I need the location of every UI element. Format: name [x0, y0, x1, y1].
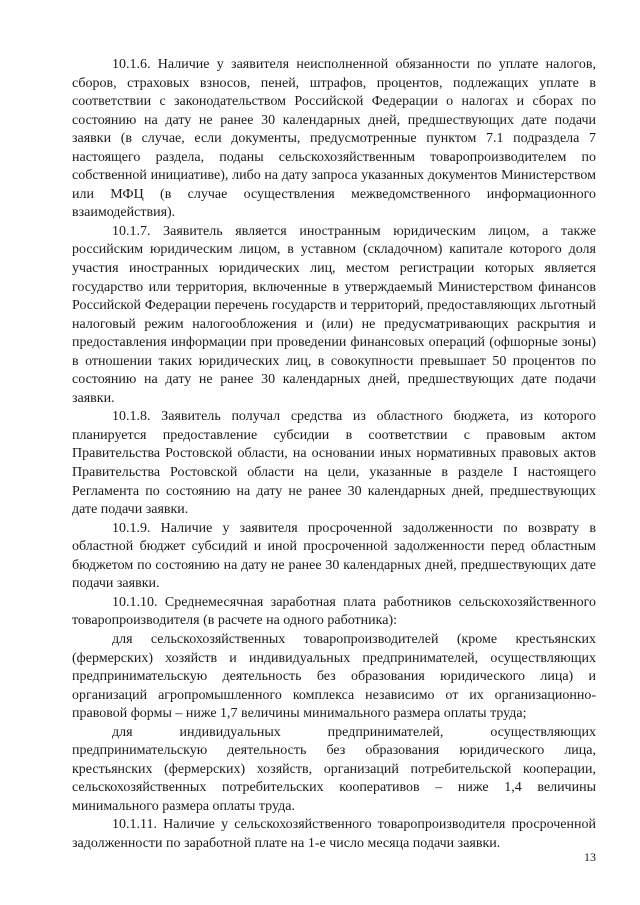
paragraph-10-1-9: 10.1.9. Наличие у заявителя просроченной задолженности по возврату в областной бюджет субсидий и иной просроченной задолженности перед областным бюджетом по состоянию на дату не ранее 30 календарных дней, предшествующих дате подачи заявки. — [72, 520, 596, 592]
page-number: 13 — [584, 850, 596, 864]
paragraph-10-1-7: 10.1.7. Заявитель является иностранным юридическим лицом, а также российским юридическим лицом, в уставном (складочном) капитале которого доля участия иностранных юридических лиц, местом регистрации которых является государство или территория, включенные в утверждаемый Министерством финансов Российской Федерации перечень государств и территорий, предоставляющих льготный налоговый режим налогообложения и (или) не предусматривающих раскрытия и предоставления информации при проведении финансовых операций (офшорные зоны) в отношении таких юридических лиц, в совокупности превышает 50 процентов по состоянию на дату не ранее 30 календарных дней, предшествующих дате подачи заявки. — [72, 223, 596, 406]
document-body — [72, 56, 596, 854]
paragraph-10-1-11: 10.1.11. Наличие у сельскохозяйственного товаропроизводителя просроченной задолженности по заработной плате на 1-е число месяца подачи заявки. — [72, 817, 596, 851]
paragraph-10-1-10-item-2: для индивидуальных предпринимателей, осуществляющих предпринимательскую деятельность без образования юридического лица, крестьянских (фермерских) хозяйств, организаций потребительской кооперации, сельскохозяйственных потребительских кооперативов – ниже 1,4 величины минимального размера оплаты труда. — [72, 724, 596, 814]
paragraph-10-1-10: 10.1.10. Среднемесячная заработная плата работников сельскохозяйственного товаропроизводителя (в расчете на одного работника): — [72, 594, 596, 629]
paragraph-10-1-10-item-1: для сельскохозяйственных товаропроизводителей (кроме крестьянских (фермерских) хозяйств и индивидуальных предпринимателей, осуществляющих предпринимательскую деятельность без образования юридического лица) и организаций агропромышленного комплекса независимо от их организационно-правовой формы – ниже 1,7 величины минимального размера оплаты труда; — [72, 631, 596, 722]
paragraph-10-1-6: 10.1.6. Наличие у заявителя неисполненной обязанности по уплате налогов, сборов, страховых взносов, пеней, штрафов, процентов, подлежащих уплате в соответствии с законодательством Российской Федерации о налогах и сборах по состоянию на дату не ранее 30 календарных дней, предшествующих дате подачи заявки (в случае, если документы, предусмотренные пунктом 7.1 подраздела 7 настоящего раздела, поданы сельскохозяйственным товаропроизводителем по собственной инициативе), либо на дату запроса указанных документов Министерством или МФЦ (в случае осуществления межведомственного информационного взаимодействия). — [72, 57, 596, 221]
paragraph-10-1-8: 10.1.8. Заявитель получал средства из областного бюджета, из которого планируется предоставление субсидии в соответствии с правовым актом Правительства Ростовской области, на основании иных нормативных правовых актов Правительства Ростовской области на цели, указанные в разделе I настоящего Регламента по состоянию на дату не ранее 30 календарных дней, предшествующих дате подачи заявки. — [72, 409, 596, 518]
